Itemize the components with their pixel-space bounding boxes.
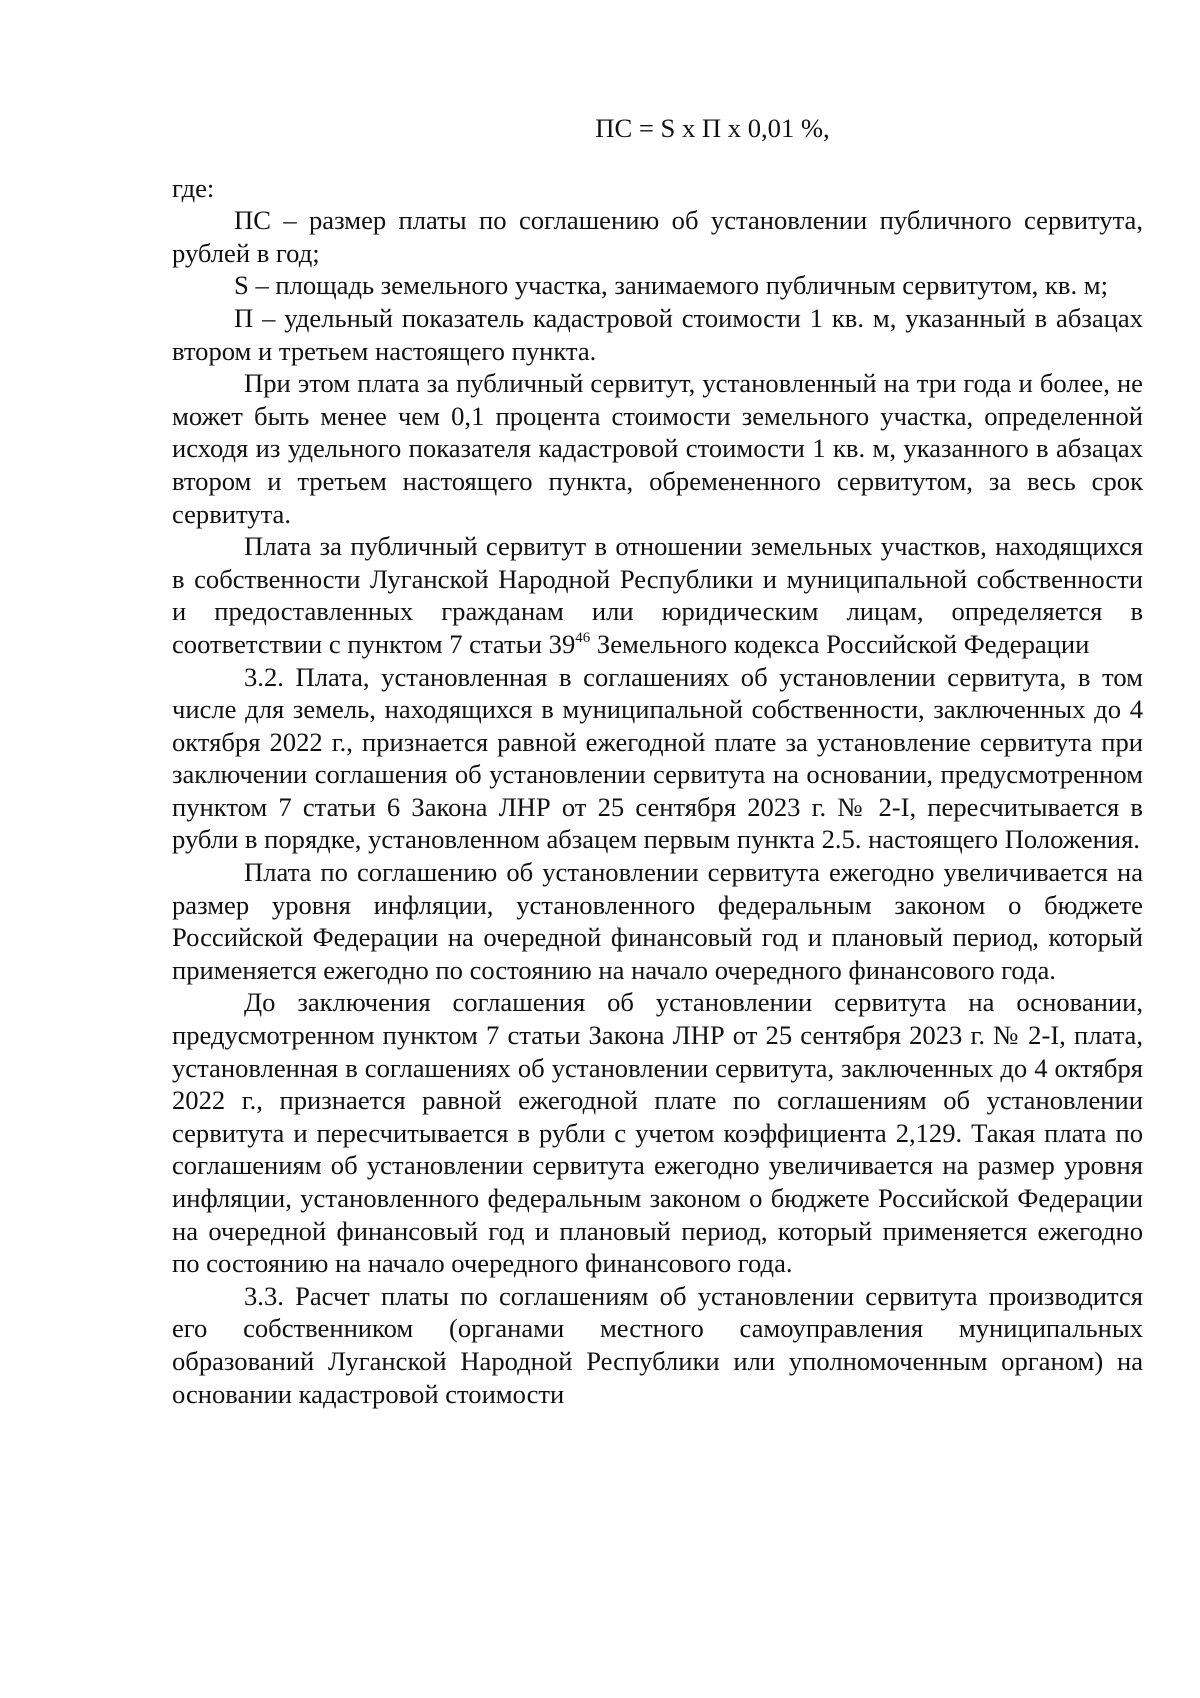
definition-p: П – удельный показатель кадастровой стоимости 1 кв. м, указанный в абзацах втором и третьем настоящего пункта. [172, 302, 1143, 366]
paragraph-before-agreement: До заключения соглашения об установлении сервитута на основании, предусмотренном пунктом 7 статьи Закона ЛНР от 25 сентября 2023 г. № 2-I, плата, установленная в соглашениях об установлении сервитута, заключенных до 4 октября 2022 г., признается равной ежегодной плате по соглашениям об установлении сервитута и пересчитывается в рубли с учетом коэффициента 2,129. Такая плата по соглашениям об установлении сервитута ежегодно увеличивается на размер уровня инфляции, установленного федеральным законом о бюджете Российской Федерации на очередной финансовый год и плановый период, который применяется ежегодно по состоянию на начало очередного финансового года. [172, 987, 1143, 1279]
paragraph-3-2: 3.2. Плата, установленная в соглашениях об установлении сервитута, в том числе для земель, находящихся в муниципальной собственности, заключенных до 4 октября 2022 г., признается равной ежегодной плате за установление сервитута при заключении соглашения об установлении сервитута на основании, предусмотренном пунктом 7 статьи 6 Закона ЛНР от 25 сентября 2023 г. № 2-I, пересчитывается в рубли в порядке, установленном абзацем первым пункта 2.5. настоящего Положения. [172, 661, 1143, 855]
state-land-text: Плата за публичный сервитут в отношении земельных участков, находящихся в собственности Луганской Народной Республики и муниципальной собственности и предоставленных гражданам или юридическим лицам, определяется в соответствии с пунктом 7 статьи 39 [172, 531, 1143, 659]
paragraph-minimum-fee: При этом плата за публичный сервитут, установленный на три года и более, не может быть менее чем 0,1 процента стоимости земельного участка, определенной исходя из удельного показателя кадастровой стоимости 1 кв. м, указанного в абзацах втором и третьем настоящего пункта, обремененного сервитутом, за весь срок сервитута. [172, 368, 1143, 529]
definition-s: S – площадь земельного участка, занимаемого публичным сервитутом, кв. м; [234, 270, 1108, 301]
paragraph-3-3: 3.3. Расчет платы по соглашениям об установлении сервитута производится его собственником (органами местного самоуправления муниципальных образований Луганской Народной Республики или уполномоченным органом) на основании кадастровой стоимости [172, 1280, 1143, 1409]
paragraph-inflation: Плата по соглашению об установлении сервитута ежегодно увеличивается на размер уровня инфляции, установленного федеральным законом о бюджете Российской Федерации на очередной финансовый год и плановый период, который применяется ежегодно по состоянию на начало очередного финансового года. [172, 857, 1143, 985]
fee-formula: ПС = S х П х 0,01 %, [595, 113, 830, 143]
where-label: где: [172, 172, 215, 203]
state-land-tail: Земельного кодекса Российской Федерации [590, 628, 1090, 659]
document-page [172, 112, 1143, 1410]
article-superscript: 46 [575, 629, 591, 646]
definition-ps: ПС – размер платы по соглашению об установлении публичного сервитута, рублей в год; [172, 205, 1143, 268]
paragraph-state-land [172, 530, 1143, 660]
